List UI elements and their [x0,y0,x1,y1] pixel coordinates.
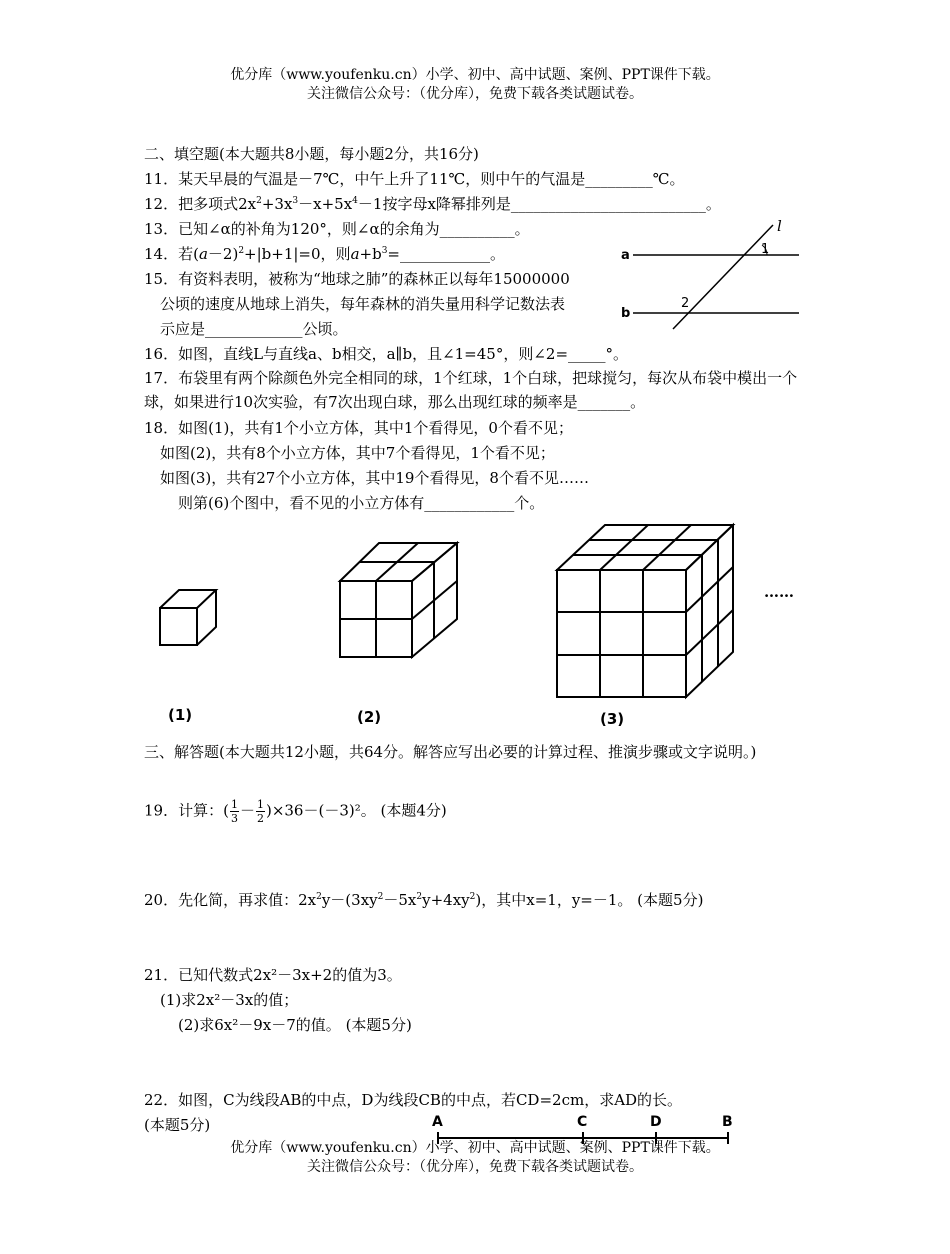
minus-sign: － [239,801,255,820]
cube-caption-2: (2) [357,708,382,726]
question-18-line-3: 如图(3)，共有27个小立方体，其中19个看得见，8个看不见…… [160,469,589,487]
header-line-2: 关注微信公众号：（优分库），免费下载各类试题试卷。 [307,86,643,102]
question-16: 16．如图，直线L与直线a、b相交，a∥b，且∠1=45°，则∠2=_____°。 [144,345,629,363]
question-19-lead: 19．计算：( [144,801,229,820]
question-20: 20．先化简，再求值：$2x^2y-(3xy^2-5x^2y+4xy^2)$，其中x=1，y=－1。 (本题5分) [144,891,704,909]
point-b-label: B [722,1114,733,1130]
footer-line-1: 优分库（www.youfenku.cn）小学、初中、高中试题、案例、PPT课件下载。 [230,1140,720,1156]
question-21-line-3: (2)求6x²－9x－7的值。 (本题5分) [178,1016,412,1034]
label-a: a [621,248,630,263]
cube-caption-3: (3) [600,710,625,728]
section-2-title: 二、填空题(本大题共8小题，每小题2分，共16分) [144,145,479,163]
fraction-one-third: $\frac{1}{3}$ [230,798,238,825]
section-3-title: 三、解答题(本大题共12小题，共64分。解答应写出必要的计算过程、推演步骤或文字说明。) [144,743,757,761]
question-21-line-2: (1)求2x²－3x的值； [160,991,299,1009]
question-11: 11．某天早晨的气温是－7℃，中午上升了11℃，则中午的气温是_________℃。 [144,170,685,188]
fraction-one-half: $\frac{1}{2}$ [256,798,264,825]
point-d-label: D [650,1114,662,1130]
question-14: 14．若$(a-2)^2+|b+1|=0$，则$a+b^3=\_\_\_\_\_\_\_\_\_\_\_\_$。 [144,245,505,263]
question-18-line-4: 则第(6)个图中，看不见的小立方体有____________个。 [178,494,545,512]
cube-caption-1: (1) [168,706,193,724]
label-b: b [621,306,631,321]
label-l: l [777,217,782,235]
question-21-line-1: 21．已知代数式2x²－3x+2的值为3。 [144,966,402,984]
header-line-1: 优分库（www.youfenku.cn）小学、初中、高中试题、案例、PPT课件下载。 [230,67,720,83]
parallel-lines-figure [615,215,815,335]
question-15-line-2: 公顷的速度从地球上消失，每年森林的消失量用科学记数法表 [160,295,566,313]
point-a-label: A [432,1114,443,1130]
cube-figure-1 [158,588,222,648]
angle-2-label: 2 [681,296,690,311]
footer-line-2: 关注微信公众号：（优分库），免费下载各类试题试卷。 [307,1159,643,1175]
question-13: 13．已知∠α的补角为120°，则∠α的余角为__________。 [144,220,530,238]
cube-ellipsis: …… [764,583,794,601]
question-22-line-2: (本题5分) [144,1116,211,1134]
question-18-line-2: 如图(2)，共有8个小立方体，其中7个看得见，1个看不见； [160,444,555,462]
question-22-line-1: 22．如图，C为线段AB的中点，D为线段CB的中点，若CD=2cm，求AD的长。 [144,1091,683,1109]
question-19-tail: )×36－(－3)²。 (本题4分) [265,801,447,820]
cube-figure-3 [554,522,736,700]
question-17: 17．布袋里有两个除颜色外完全相同的球，1个红球，1个白球，把球搅匀，每次从布袋中模出一个球，如果进行10次实验，有7次出现白球，那么出现红球的频率是_______。 [144,369,798,411]
point-c-label: C [577,1114,588,1130]
question-15-line-3: 示应是_____________公顷。 [160,320,348,338]
question-18-line-1: 18．如图(1)，共有1个小立方体，其中1个看得见，0个看不见； [144,419,573,437]
angle-1-label: 1 [761,242,770,257]
question-19 [144,798,447,825]
cube-figure-2 [337,540,461,660]
question-12: 12．把多项式$2x^2+3x^3-x+5x^4-1$按字母x降幂排列是__________________________。 [144,195,721,213]
question-15-line-1: 15．有资料表明，被称为“地球之肺”的森林正以每年15000000 [144,270,570,288]
